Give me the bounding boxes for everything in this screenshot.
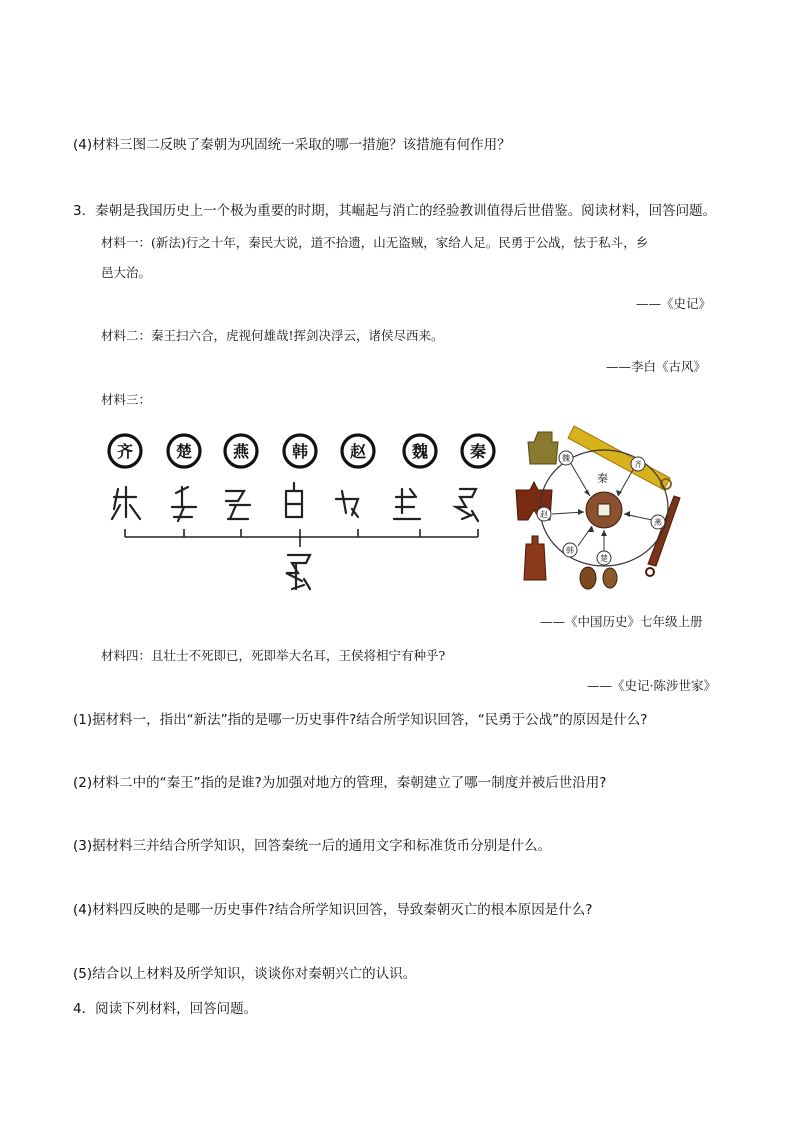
state-label: 秦 [469, 442, 487, 461]
sub-question-3: (3)据材料三并结合所学知识，回答秦统一后的通用文字和标准货币分别是什么。 [73, 838, 552, 854]
state-5 [342, 435, 374, 467]
diagram-node [597, 551, 611, 565]
state-label: 燕 [232, 442, 250, 461]
svg-text:燕: 燕 [654, 518, 662, 527]
diagram-node [537, 507, 551, 521]
material-3-source: ——《中国历史》七年级上册 [540, 614, 703, 629]
diagram-node [651, 515, 665, 529]
material-3-label: 材料三： [101, 392, 152, 407]
state-1 [109, 435, 141, 467]
material-1-line-1: 材料一：(新法)行之十年，秦民大说，道不拾遗，山无盗贼，家给人足。民勇于公战，怯于私斗，乡 [101, 235, 649, 250]
state-6 [404, 435, 436, 467]
material-4: 材料四：且壮士不死即已，死即举大名耳，王侯将相宁有种乎? [101, 648, 446, 663]
sub-question-5: (5)结合以上材料及所学知识，谈谈你对秦朝兴亡的认识。 [73, 966, 417, 982]
unified-glyph [286, 555, 310, 589]
state-3 [225, 435, 257, 467]
state-label: 赵 [349, 442, 367, 461]
material-1-source: ——《史记》 [636, 296, 712, 311]
material-2: 材料二：秦王扫六合，虎视何雄哉!挥剑决浮云，诸侯尽西来。 [101, 328, 444, 343]
state-label: 齐 [116, 442, 134, 461]
diagram-node [631, 457, 645, 471]
question-4-intro: 4．阅读下列材料，回答问题。 [73, 1001, 258, 1017]
sub-question-4: (4)材料四反映的是哪一历史事件?结合所学知识回答，导致秦朝灭亡的根本原因是什么? [73, 902, 593, 918]
diagram-center-label: 秦 [597, 472, 608, 485]
state-2 [168, 435, 200, 467]
svg-text:齐: 齐 [634, 460, 642, 469]
diagram-node [563, 543, 577, 557]
sub-question-2: (2)材料二中的“秦王”指的是谁?为加强对地方的管理，秦朝建立了哪一制度并被后世沿用? [73, 775, 607, 791]
svg-text:韩: 韩 [566, 546, 574, 555]
material-4-source: ——《史记·陈涉世家》 [587, 678, 716, 693]
question-3-intro: 3．秦朝是我国历史上一个极为重要的时期，其崛起与消亡的经验教训值得后世借鉴。阅读材料，回答问题。 [73, 203, 717, 219]
svg-text:魏: 魏 [562, 454, 570, 463]
state-7 [462, 435, 494, 467]
state-label: 楚 [175, 442, 193, 461]
question-2-part-4: (4)材料三图二反映了秦朝为巩固统一采取的哪一措施？该措施有何作用？ [73, 137, 511, 153]
svg-text:楚: 楚 [600, 554, 608, 563]
state-label: 魏 [411, 442, 429, 461]
script-unification-figure [100, 425, 510, 605]
svg-text:赵: 赵 [540, 510, 548, 519]
diagram-node [559, 451, 573, 465]
material-2-source: ——李白《古风》 [606, 359, 707, 374]
material-1-line-2: 邑大治。 [101, 265, 152, 280]
sub-question-1: (1)据材料一，指出“新法”指的是哪一历史事件?结合所学知识回答，“民勇于公战”的原因是什么? [73, 712, 648, 728]
currency-unification-figure [512, 418, 702, 598]
state-4 [284, 435, 316, 467]
state-label: 韩 [291, 442, 309, 461]
